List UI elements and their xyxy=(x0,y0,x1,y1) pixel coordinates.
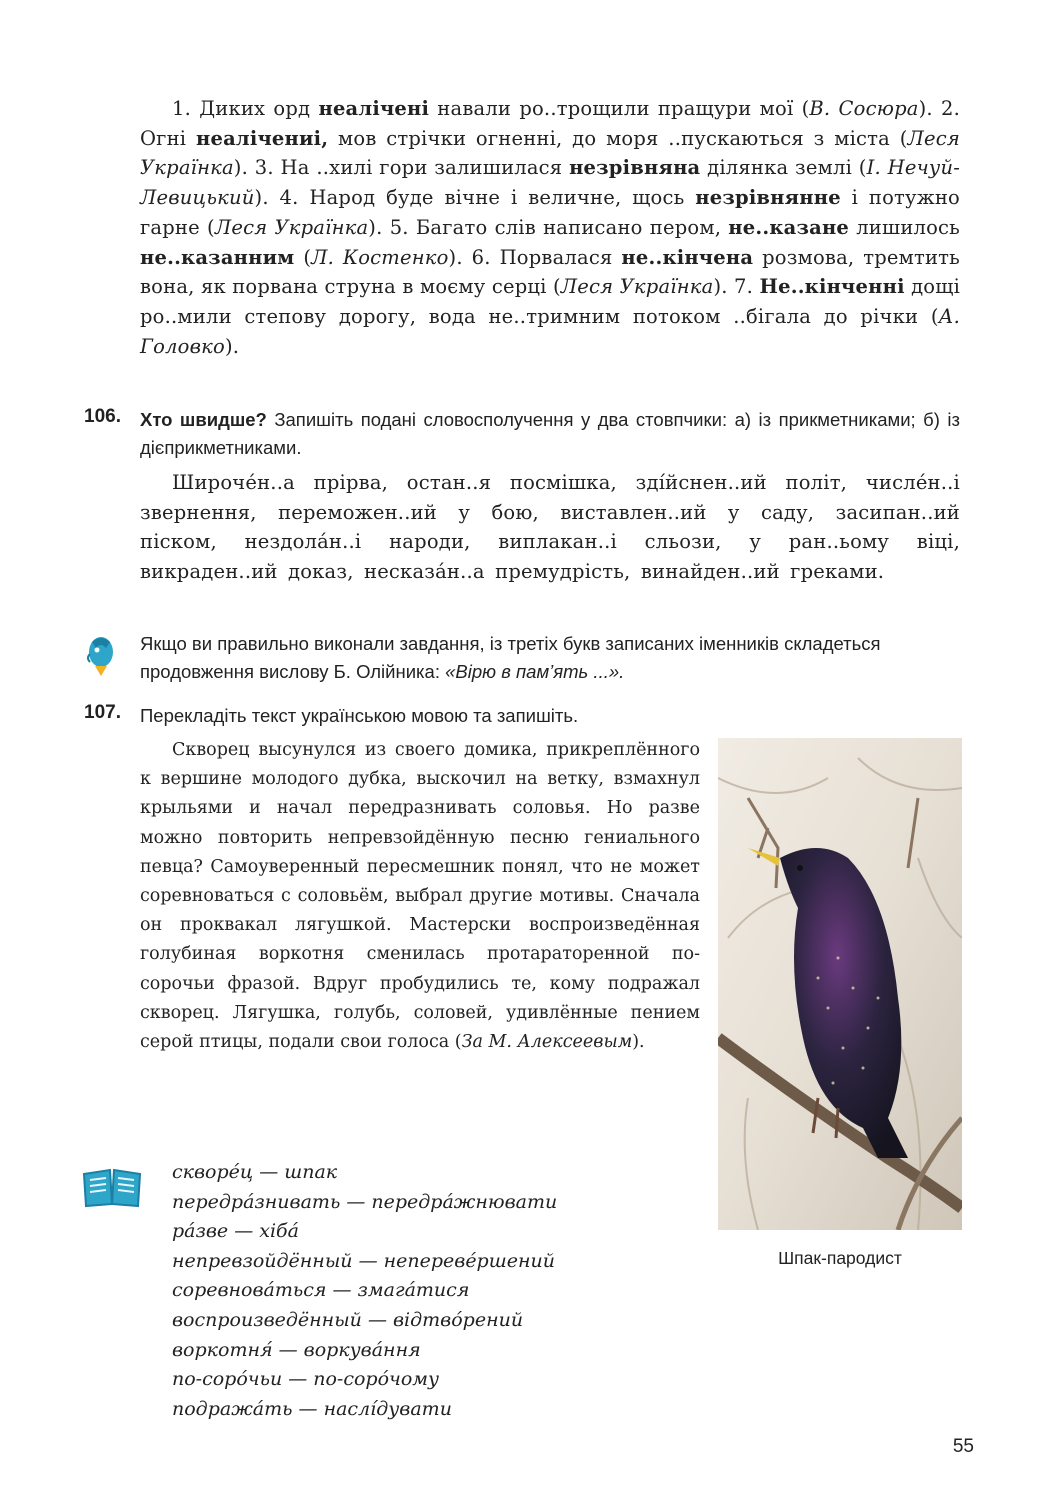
bold-word: неалічені xyxy=(318,97,430,120)
exercise-107-task: Перекладіть текст українською мовою та запишіть. xyxy=(140,705,579,726)
author-name: Леся Українка xyxy=(560,275,714,299)
text-span: ). xyxy=(632,1032,645,1053)
hint-text xyxy=(140,630,960,686)
vocab-item: воркотня́ — воркува́ння xyxy=(172,1338,421,1361)
sentences-paragraph xyxy=(140,94,960,361)
author-name: І. Нечуй-Левицький xyxy=(140,156,960,210)
vocab-item: передра́знивать — передра́жнювати xyxy=(172,1190,558,1213)
vocab-item: подража́ть — наслі́дувати xyxy=(172,1397,452,1420)
exercise-106-phrases: Широче́н..а прірва, остан..я посмішка, зді́йснен..ий політ, числе́н..і звернення, переможен..ий у бою, виставлен..ий у саду, засипан..ий піском, нездола́н..і народи, виплакан..і сльози, у ран..ьому віці, викраден..ий доказ, несказа́н..а премудрість, винайден..ий греками. xyxy=(140,471,960,584)
vocab-item: ра́зве — хіба́ xyxy=(172,1220,299,1243)
vocab-item: по-соро́чьи — по-соро́чому xyxy=(172,1368,440,1391)
bold-word: незрівнянне xyxy=(695,186,841,210)
text-span: навали ро..трощили пращури мої ( xyxy=(429,97,810,120)
text-span: ). 3. На ..хилі гори залишилася xyxy=(233,156,570,180)
exercise-106-number: 106. xyxy=(84,406,121,427)
exercise-106-title: Хто швидше? xyxy=(140,409,267,430)
text-span: дощі ро..мили степову дорогу, вода не..тримним потоком ..бігала до річки ( xyxy=(140,275,961,328)
text-span: мов стрічки огненні, до моря ..пускаються з міста ( xyxy=(328,126,908,150)
text-span: лишилось xyxy=(849,215,960,239)
bold-word: Не..кінченні xyxy=(759,275,905,299)
exercise-106-instruction: Запишіть подані словосполучення у два стовпчики: а) із прикметниками; б) із дієприкметниками. xyxy=(140,409,961,458)
bold-word: не..кінчена xyxy=(621,245,754,269)
open-book-icon xyxy=(80,1166,144,1210)
author-name: Л. Костенко xyxy=(311,245,449,269)
fish-hint-icon xyxy=(84,632,118,678)
text-span: розмова, тремтить вона, як порвана струна в моєму серці ( xyxy=(140,245,960,299)
vocab-item: воспроизведённый — відтво́рений xyxy=(172,1308,524,1331)
hint-body: Якщо ви правильно виконали завдання, із третіх букв записаних іменників складеться продовження вислову Б. Олійника: xyxy=(140,633,881,682)
text-span: ). 2. Огні xyxy=(140,97,960,150)
vocab-item: скворе́ц — шпак xyxy=(172,1161,338,1183)
exercise-106-task xyxy=(140,406,960,462)
author-name: В. Сосюра xyxy=(809,97,919,120)
page-number: 55 xyxy=(952,1436,974,1457)
author-name: Леся Українка xyxy=(140,126,960,180)
text-span: ( xyxy=(294,245,312,269)
text-span: ). 6. Порвалася xyxy=(448,245,622,269)
exercise-107-number: 107. xyxy=(84,702,121,723)
russian-body: Скворец высунулся из своего домика, прикреплённого к вершине молодого дубка, выскочил на ветку, взмахнул крыльями и начал передразнивать соловья. Но разве можно повторить непревзойдённую песню гениального певца? Самоуверенный пересмешник понял, что не может соревноваться с соловьём, выбрал другие мотивы. Сначала он проквакал лягушкой. Мастерски воспроизведённая голубиная воркотня сменилась протараторенной по-сорочьи фразой. Вдруг пробудились те, кому подражал скворец. Лягушка, голубь, соловей, удивлённые пением серой птицы, подали свои голоса ( xyxy=(140,740,700,1053)
text-span: ділянка землі ( xyxy=(700,156,867,180)
russian-text xyxy=(140,736,700,1057)
author-name: Леся Українка xyxy=(214,215,369,239)
text-span: ). xyxy=(224,334,240,358)
vocab-item: соревнова́ться — змага́тися xyxy=(172,1279,470,1302)
bold-word: неалічениі, xyxy=(195,126,329,150)
text-span: ). 7. xyxy=(713,275,760,299)
author-name: А. Головко xyxy=(140,304,960,358)
text-span: і потужно гарне ( xyxy=(140,186,960,239)
bold-word: незрівняна xyxy=(569,156,701,180)
text-span: ). 4. Народ буде вічне і величне, щось xyxy=(254,186,696,210)
hint-quote: «Вірю в пам’ять ...». xyxy=(445,661,625,682)
author-name: За М. Алексеевым xyxy=(461,1032,633,1053)
vocabulary-list xyxy=(172,1158,557,1424)
bold-word: не..казанним xyxy=(140,245,295,269)
bold-word: не..казане xyxy=(728,215,850,239)
photo-caption: Шпак-пародист xyxy=(778,1248,902,1268)
text-span: 1. Диких орд xyxy=(172,97,319,120)
starling-photo xyxy=(718,738,962,1230)
vocab-item: непревзойдённый — неперевéршений xyxy=(172,1249,555,1272)
text-span: ). 5. Багато слів написано пером, xyxy=(368,215,729,239)
